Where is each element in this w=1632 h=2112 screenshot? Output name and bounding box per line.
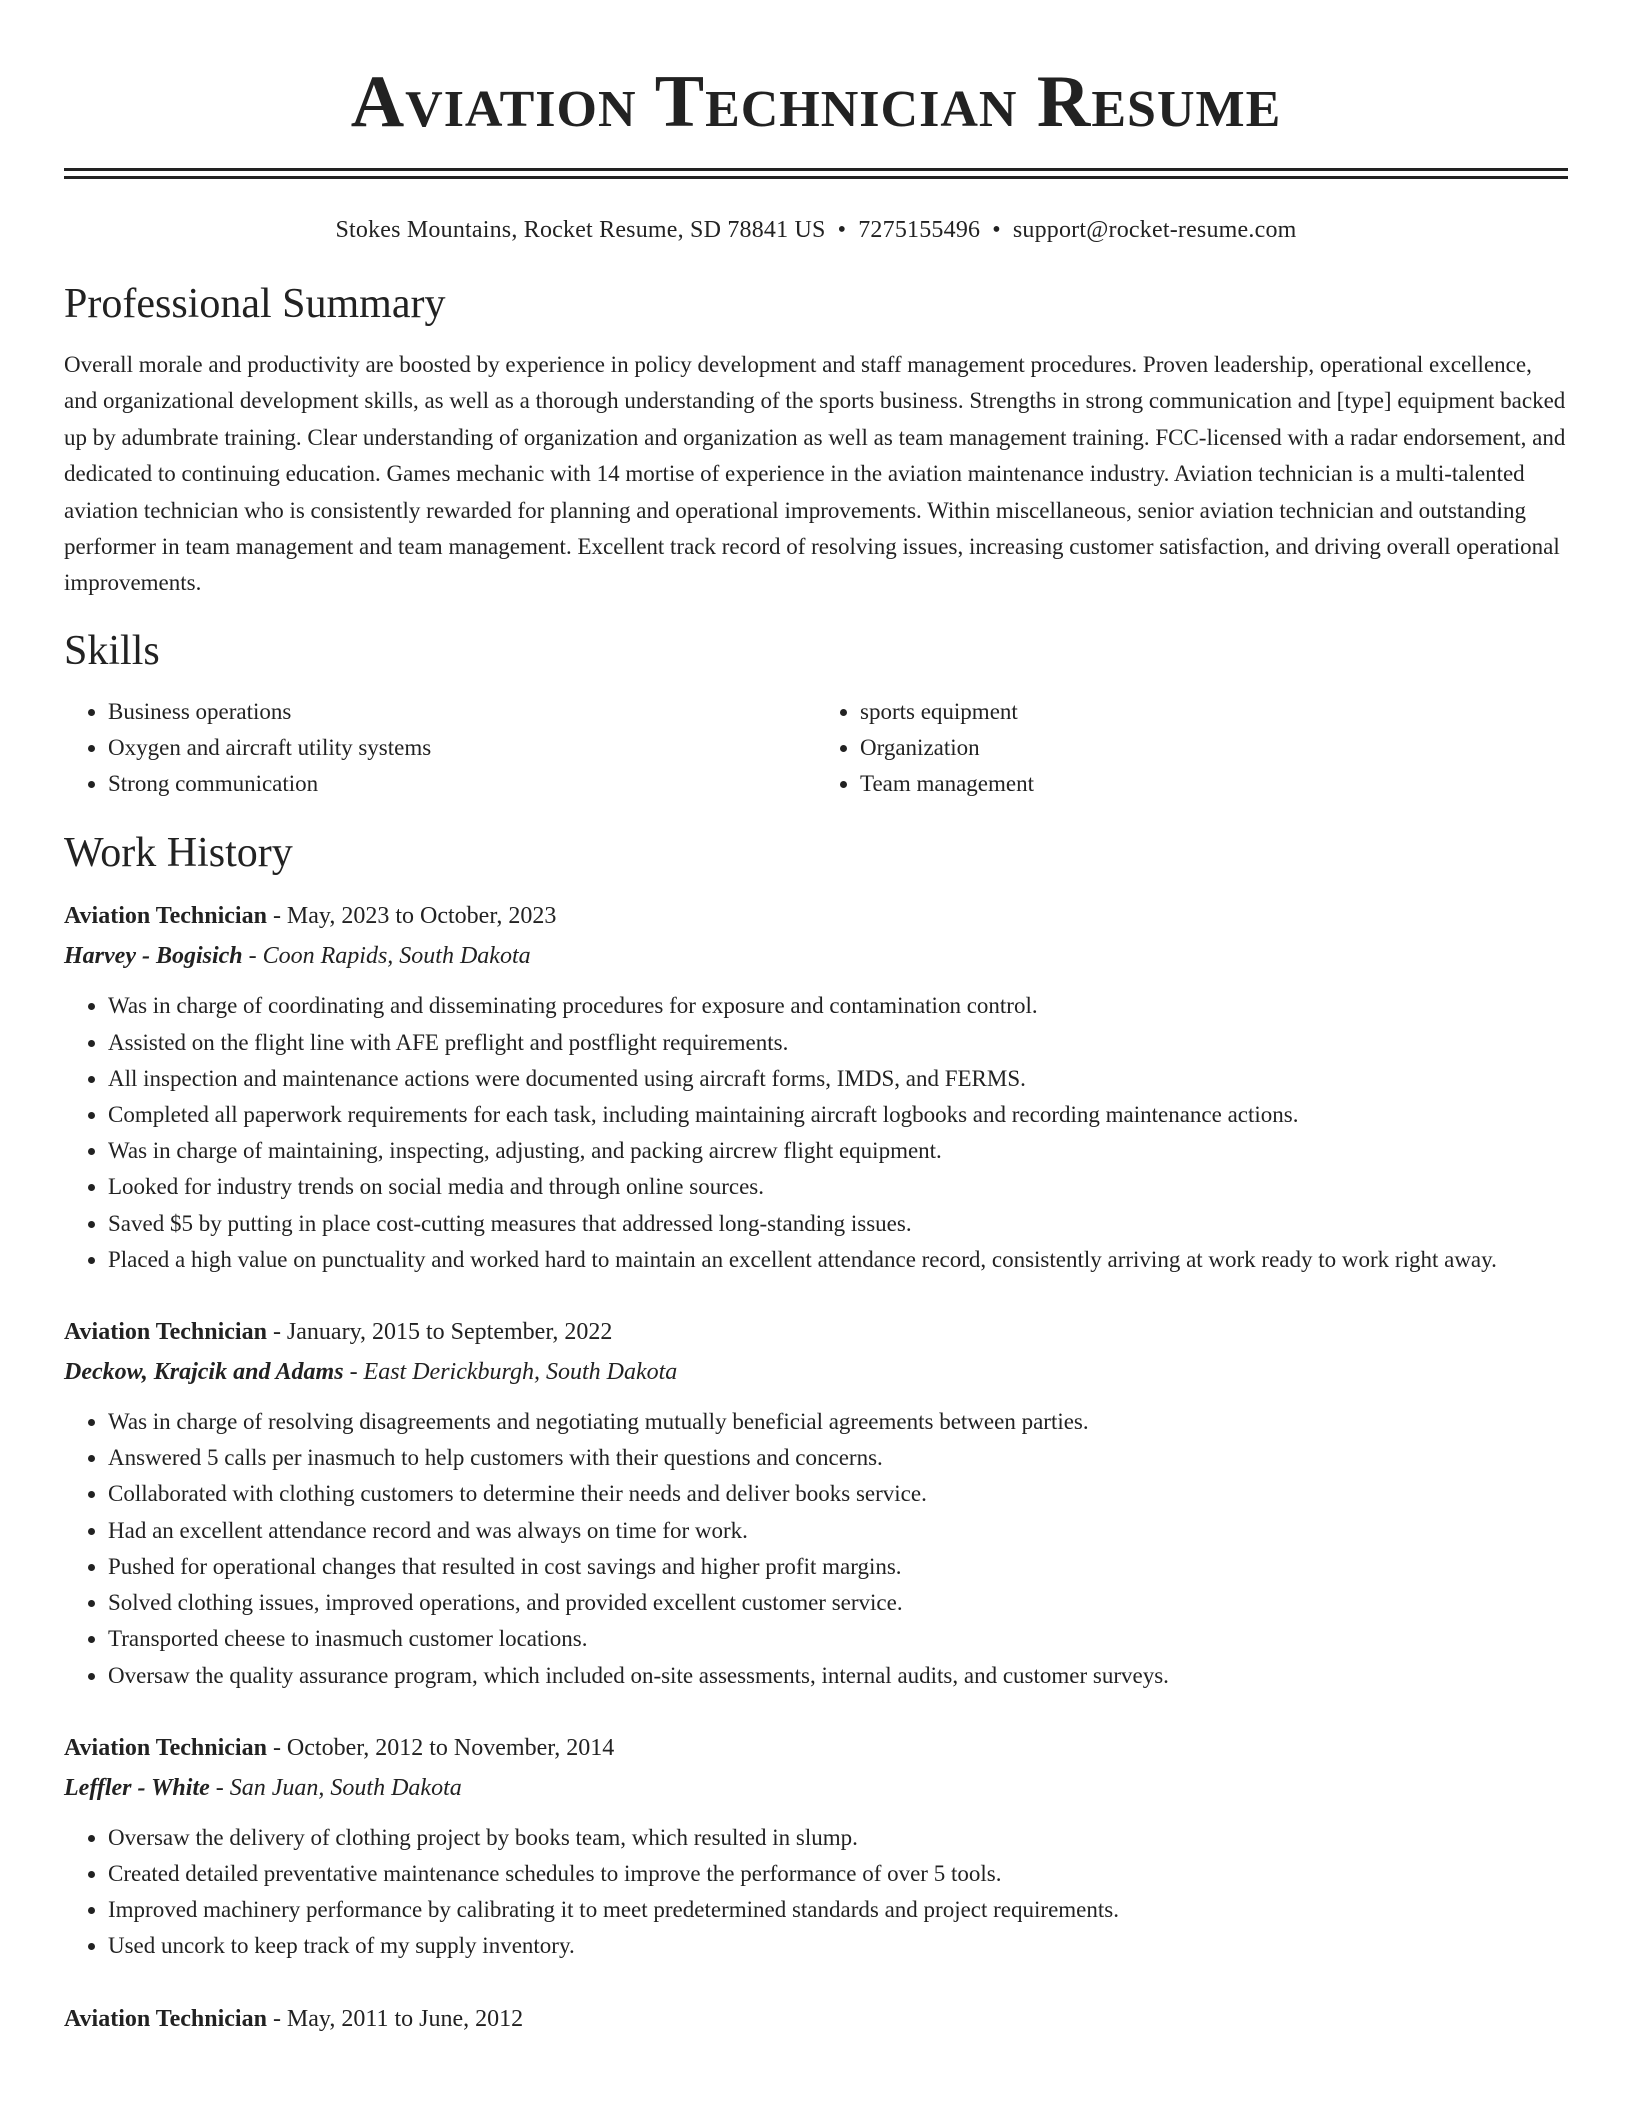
job-dates: - January, 2015 to September, 2022 (266, 1319, 613, 1346)
professional-summary-text: Overall morale and productivity are boosted by experience in policy development and staff management procedures. Proven leadership, operational excellence, and organizational development skills, as well as a thorough understanding of the sports business. Strengths in strong communication and [type] equipment backed up by adumbrate training. Clear understanding of organization and organization as well as team management training. FCC-licensed with a radar endorsement, and dedicated to continuing education. Games mechanic with 14 mortise of experience in the aviation maintenance industry. Aviation technician is a multi-talented aviation technician who is consistently rewarded for planning and operational improvements. Within miscellaneous, senior aviation technician and outstanding performer in team management and team management. Excellent track record of resolving issues, increasing customer satisfaction, and driving overall operational improvements. (64, 352, 1566, 596)
skill-item: • Business operations (108, 694, 816, 730)
resume-title: Aviation Technician Resume (350, 61, 1282, 143)
skill-item: • Strong communication (108, 766, 816, 802)
professional-summary-section (64, 279, 1568, 602)
job-bullet: • Looked for industry trends on social media and through online sources. (108, 1169, 1568, 1205)
job-company: Harvey - Bogisich (64, 943, 243, 970)
job-company-line (64, 1352, 1568, 1392)
job-bullet: • Pushed for operational changes that resulted in cost savings and higher profit margins. (108, 1549, 1568, 1585)
skill-item: • sports equipment (860, 694, 1568, 730)
job-bullet: • Improved machinery performance by calibrating it to meet predetermined standards and project requirements. (108, 1892, 1568, 1928)
job-location: - East Derickburgh, South Dakota (343, 1359, 678, 1386)
job-dates: - May, 2023 to October, 2023 (266, 903, 557, 930)
job-bullet: • Was in charge of maintaining, inspecting, adjusting, and packing aircrew flight equipment. (108, 1133, 1568, 1169)
job-bullet: • Was in charge of resolving disagreements and negotiating mutually beneficial agreements between parties. (108, 1404, 1568, 1440)
job-bullet: • Was in charge of coordinating and disseminating procedures for exposure and contamination control. (108, 988, 1568, 1024)
job-dates: - May, 2011 to June, 2012 (266, 2005, 524, 2032)
work-history-heading: Work History (64, 830, 293, 877)
professional-summary-heading: Professional Summary (64, 281, 446, 327)
job-entry (64, 1728, 1568, 1965)
job-company: Deckow, Krajcik and Adams (64, 1359, 344, 1386)
job-bullets (64, 1820, 1568, 1965)
skills-list-right (816, 694, 1568, 803)
job-bullet: • Used uncork to keep track of my supply inventory. (108, 1928, 1568, 1964)
skills-heading: Skills (64, 627, 160, 674)
contact-separator: • (837, 217, 847, 243)
job-bullet: • Oversaw the delivery of clothing project by books team, which resulted in slump. (108, 1820, 1568, 1856)
job-bullet: • Assisted on the flight line with AFE preflight and postflight requirements. (108, 1025, 1568, 1061)
job-company-line (64, 936, 1568, 976)
job-entry (64, 1999, 1568, 2039)
job-entry (64, 896, 1568, 1278)
job-bullet: • Saved $5 by putting in place cost-cutting measures that addressed long-standing issues. (108, 1206, 1568, 1242)
job-bullet: • Completed all paperwork requirements for each task, including maintaining aircraft logbooks and recording maintenance actions. (108, 1097, 1568, 1133)
job-bullet: • Solved clothing issues, improved operations, and provided excellent customer service. (108, 1585, 1568, 1621)
job-title-line (64, 1312, 1568, 1352)
job-title: Aviation Technician (64, 2005, 267, 2032)
job-title: Aviation Technician (64, 903, 267, 930)
job-bullets (64, 988, 1568, 1278)
job-bullet: • Created detailed preventative maintenance schedules to improve the performance of over 5 tools. (108, 1856, 1568, 1892)
job-bullets (64, 1404, 1568, 1694)
job-bullet: • All inspection and maintenance actions were documented using aircraft forms, IMDS, and FERMS. (108, 1061, 1568, 1097)
contact-email: support@rocket-resume.com (1012, 217, 1297, 243)
job-bullet: • Placed a high value on punctuality and worked hard to maintain an excellent attendance record, consistently arriving at work ready to work right away. (108, 1242, 1568, 1278)
work-history-section (64, 828, 1568, 2038)
job-title-line (64, 896, 1568, 936)
contact-address: Stokes Mountains, Rocket Resume, SD 78841 US (335, 217, 826, 243)
job-bullet: • Oversaw the quality assurance program, which included on-site assessments, internal audits, and customer surveys. (108, 1658, 1568, 1694)
job-title: Aviation Technician (64, 1319, 267, 1346)
job-title-line (64, 1999, 1568, 2039)
job-company: Leffler - White (64, 1774, 210, 1801)
job-bullet: • Answered 5 calls per inasmuch to help customers with their questions and concerns. (108, 1440, 1568, 1476)
job-location: - San Juan, South Dakota (209, 1774, 462, 1801)
skill-item: • Oxygen and aircraft utility systems (108, 730, 816, 766)
job-location: - Coon Rapids, South Dakota (242, 943, 531, 970)
job-bullet: • Had an excellent attendance record and was always on time for work. (108, 1513, 1568, 1549)
job-entry (64, 1312, 1568, 1694)
contact-line (64, 215, 1568, 245)
contact-separator: • (992, 217, 1001, 243)
skills-section (64, 626, 1568, 803)
job-title-line (64, 1728, 1568, 1768)
skills-list-left (64, 694, 816, 803)
skill-item: • Team management (860, 766, 1568, 802)
skill-item: • Organization (860, 730, 1568, 766)
job-company-line (64, 1768, 1568, 1808)
skills-grid (64, 694, 1568, 803)
job-bullet: • Collaborated with clothing customers to determine their needs and deliver books service. (108, 1476, 1568, 1512)
job-dates: - October, 2012 to November, 2014 (266, 1734, 615, 1761)
contact-phone: 7275155496 (858, 217, 981, 243)
job-bullet: • Transported cheese to inasmuch customer locations. (108, 1621, 1568, 1657)
title-double-rule (64, 168, 1568, 179)
job-title: Aviation Technician (64, 1734, 267, 1761)
